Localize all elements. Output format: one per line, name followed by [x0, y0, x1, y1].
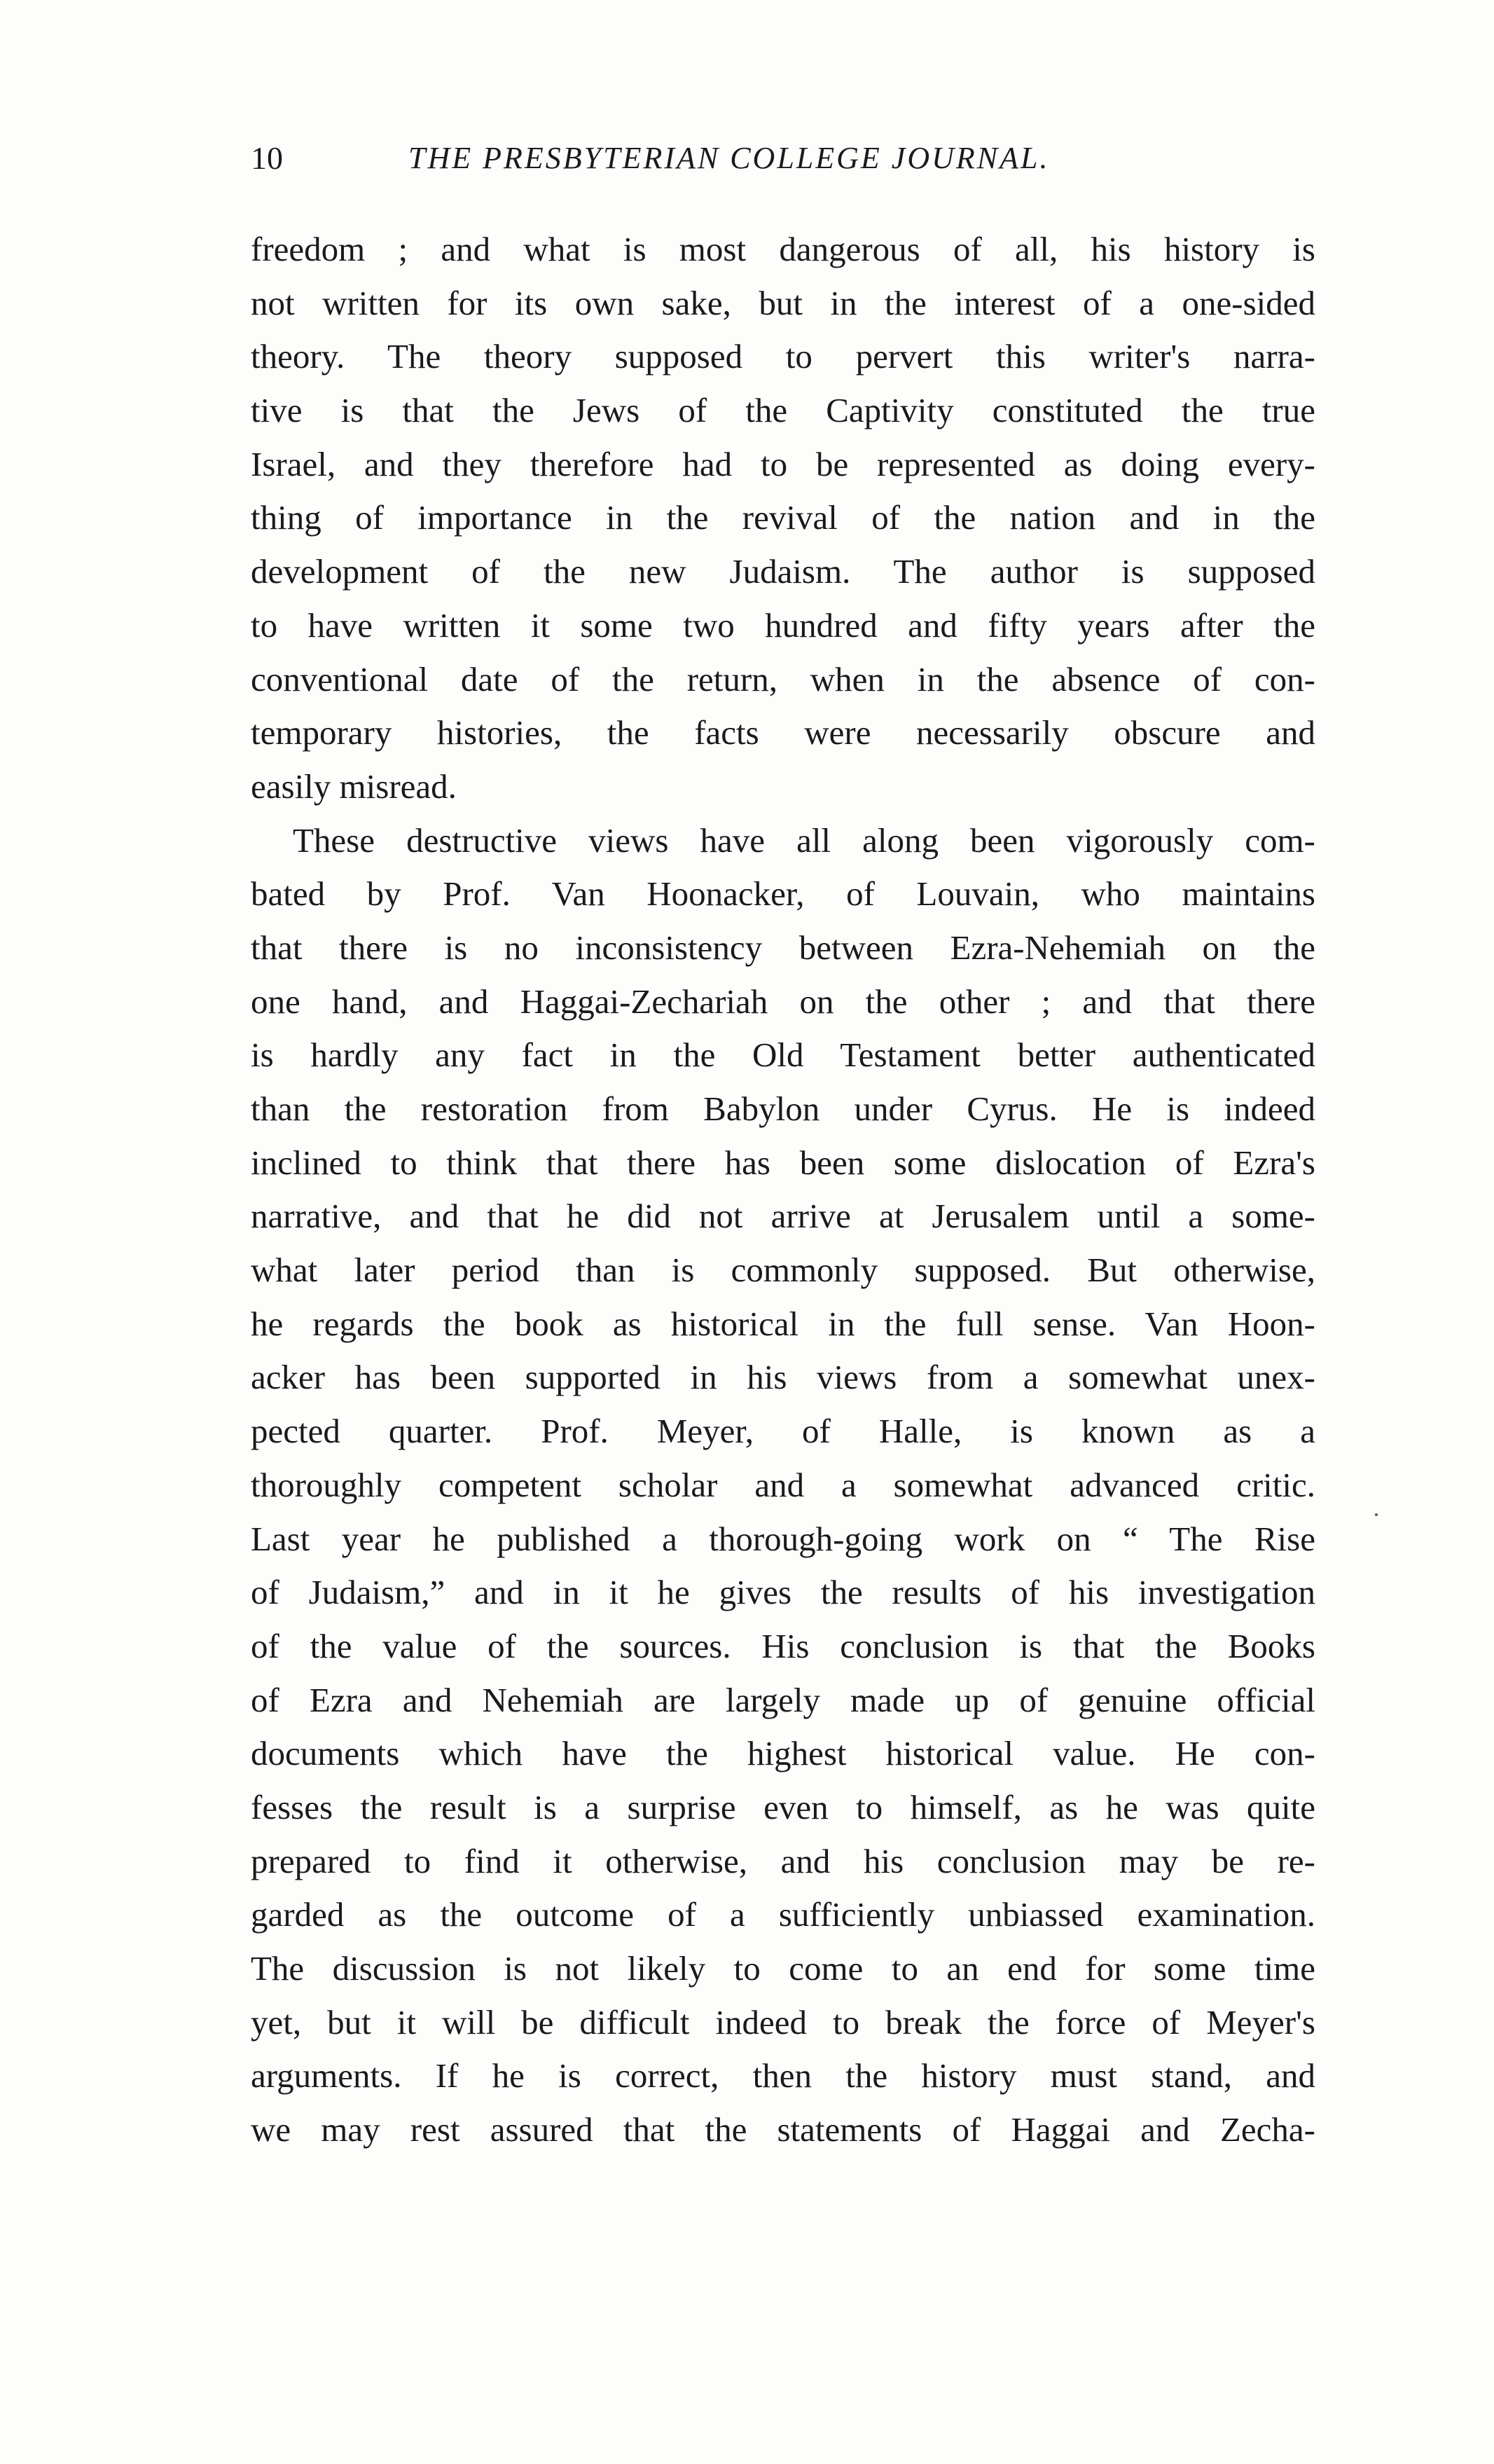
text-line: easily misread.	[251, 766, 457, 806]
text-line: is hardly any fact in the Old Testament better authenticated	[251, 1035, 1315, 1075]
text-line: what later period than is commonly supposed. But otherwise,	[251, 1251, 1315, 1290]
body-text	[251, 223, 1315, 2157]
text-line: fesses the result is a surprise even to himself, as he was quite	[251, 1787, 1315, 1826]
text-line: thing of importance in the revival of the nation and in the	[251, 498, 1315, 537]
text-line: inclined to think that there has been some dislocation of Ezra's	[251, 1143, 1315, 1182]
text-line: he regards the book as historical in the full sense. Van Hoon-	[251, 1304, 1315, 1343]
paragraph-1	[251, 223, 1315, 814]
text-line: Israel, and they therefore had to be represented as doing every-	[251, 444, 1315, 483]
journal-title: THE PRESBYTERIAN COLLEGE JOURNAL.	[408, 141, 1050, 175]
text-line: arguments. If he is correct, then the history must stand, and	[251, 2056, 1315, 2095]
text-line: pected quarter. Prof. Meyer, of Halle, is known as a	[251, 1412, 1315, 1451]
text-line: The discussion is not likely to come to an end for some time	[251, 1949, 1315, 1988]
text-line: thoroughly competent scholar and a somewhat advanced critic.	[251, 1465, 1315, 1504]
text-line: tive is that the Jews of the Captivity constituted the true	[251, 391, 1315, 430]
text-line: not written for its own sake, but in the interest of a one-sided	[251, 283, 1315, 322]
text-line: acker has been supported in his views from a somewhat unex-	[251, 1358, 1315, 1397]
text-line: prepared to find it otherwise, and his conclusion may be re-	[251, 1841, 1315, 1880]
running-head	[251, 137, 1308, 179]
text-line: conventional date of the return, when in the absence of con-	[251, 659, 1315, 698]
text-line: Last year he published a thorough-going work on “ The Rise	[251, 1519, 1315, 1558]
text-line: of Judaism,” and in it he gives the results of his investigation	[251, 1573, 1315, 1612]
margin-speck	[1375, 1513, 1378, 1516]
text-line: yet, but it will be difficult indeed to break the force of Meyer's	[251, 2002, 1315, 2042]
text-line: development of the new Judaism. The author is supposed	[251, 552, 1315, 591]
text-line: of the value of the sources. His conclusion is that the Books	[251, 1626, 1315, 1665]
page-number: 10	[251, 140, 283, 176]
text-line: narrative, and that he did not arrive at Jerusalem until a some-	[251, 1197, 1315, 1236]
text-line: of Ezra and Nehemiah are largely made up of genuine official	[251, 1680, 1315, 1719]
text-line: temporary histories, the facts were necessarily obscure and	[251, 713, 1315, 752]
text-line: to have written it some two hundred and fifty years after the	[251, 605, 1315, 645]
text-line: documents which have the highest historical value. He con-	[251, 1734, 1315, 1773]
text-line: we may rest assured that the statements of Haggai and Zecha-	[251, 2110, 1315, 2149]
text-line: These destructive views have all along been vigorously com-	[293, 820, 1315, 860]
text-line: garded as the outcome of a sufficiently unbiassed examination.	[251, 1895, 1315, 1934]
text-line: than the restoration from Babylon under Cyrus. He is indeed	[251, 1089, 1315, 1128]
paragraph-2	[251, 814, 1315, 2157]
text-line: freedom ; and what is most dangerous of all, his history is	[251, 230, 1315, 268]
text-line: one hand, and Haggai-Zechariah on the other ; and that there	[251, 982, 1315, 1021]
text-line: theory. The theory supposed to pervert this writer's narra-	[251, 337, 1315, 376]
text-line: that there is no inconsistency between Ezra-Nehemiah on the	[251, 928, 1315, 967]
text-line: bated by Prof. Van Hoonacker, of Louvain, who maintains	[251, 874, 1315, 914]
